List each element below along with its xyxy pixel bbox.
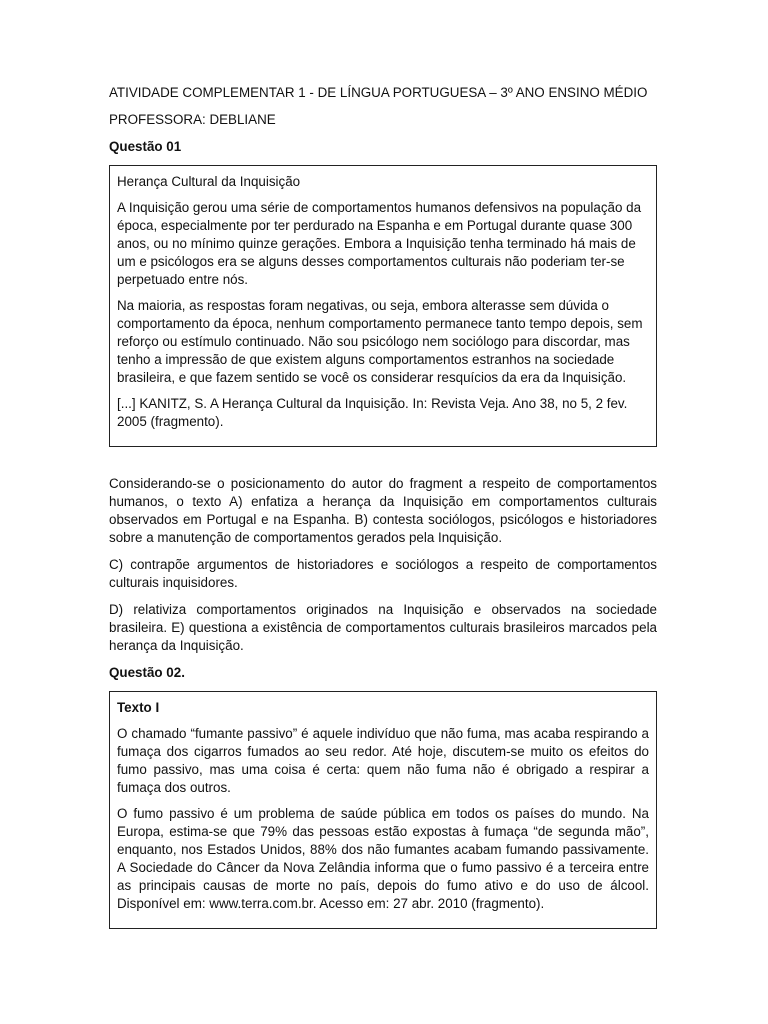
text-paragraph-2: O fumo passivo é um problema de saúde pública em todos os países do mundo. Na Europa, estima-se que 79% das pessoas estão expostas à fumaça “de segunda mão”, enquanto, nos Estados Unidos, 88% dos não fumantes acabam fumando passivamente. A Sociedade do Câncer da Nova Zelândia informa que o fumo passivo é a terceira entre as principais causas de morte no país, depois do fumo ativo e do uso de álcool. Disponível em: www.terra.com.br. Acesso em: 27 abr. 2010 (fragmento). (117, 806, 649, 911)
text-heading: Texto I (117, 700, 160, 715)
option-c: C) contrapõe argumentos de historiadores e sociólogos a respeito de comportamentos culturais inquisidores. (109, 557, 657, 590)
option-d-e: D) relativiza comportamentos originados na Inquisição e observados na sociedade brasileira. E) questiona a existência de comportamentos culturais brasileiros marcados pela herança da Inquisição. (109, 602, 657, 653)
question-2-text-box (109, 691, 657, 929)
question-1-title: Questão 01 (109, 139, 182, 154)
text-paragraph-2: Na maioria, as respostas foram negativas, ou seja, embora alterasse sem dúvida o comportamento da época, nenhum comportamento permanece tanto tempo depois, sem reforço ou estímulo continuado. Não sou psicólogo nem sociólogo para discordar, mas tenho a impressão de que existem alguns comportamentos estranhos na sociedade brasileira, e que fazem sentido se você os considerar resquícios da era da Inquisição. (117, 298, 643, 385)
text-heading: Herança Cultural da Inquisição (117, 174, 301, 189)
text-paragraph-1: A Inquisição gerou uma série de comportamentos humanos defensivos na população da época, especialmente por ter perdurado na Espanha e em Portugal durante quase 300 anos, ou no mínimo quinze gerações. Embora a Inquisição tenha terminado há mais de um e psicólogos era se alguns desses comportamentos culturais não poderiam ter-se perpetuado entre nós. (117, 200, 642, 287)
question-1-body (109, 475, 657, 655)
document-page (109, 84, 657, 929)
question-1-prompt: Considerando-se o posicionamento do autor do fragment a respeito de comportamentos humanos, o texto A) enfatiza a herança da Inquisição em comportamentos culturais observados em Portugal e na Espanha. B) contesta sociólogos, psicólogos e historiadores sobre a manutenção de comportamentos gerados pela Inquisição. (109, 476, 657, 545)
teacher-name: PROFESSORA: DEBLIANE (109, 112, 276, 127)
activity-title: ATIVIDADE COMPLEMENTAR 1 - DE LÍNGUA PORTUGUESA – 3º ANO ENSINO MÉDIO (109, 85, 648, 100)
text-paragraph-1: O chamado “fumante passivo” é aquele indivíduo que não fuma, mas acaba respirando a fumaça dos cigarros fumados ao seu redor. Até hoje, discutem-se muito os efeitos do fumo passivo, mas uma coisa é certa: quem não fuma não é obrigado a respirar a fumaça dos outros. (117, 726, 649, 795)
question-1-text-box (109, 165, 657, 447)
question-2-title: Questão 02. (109, 665, 185, 680)
text-source: [...] KANITZ, S. A Herança Cultural da Inquisição. In: Revista Veja. Ano 38, no 5, 2 fev. 2005 (fragmento). (117, 396, 628, 429)
